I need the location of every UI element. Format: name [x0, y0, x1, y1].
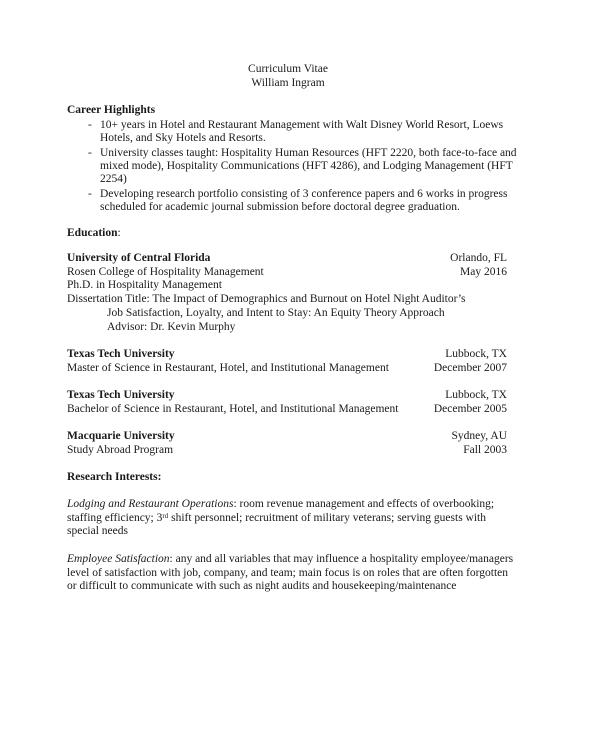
degree-name: Master of Science in Restaurant, Hotel, and Institutional Management: [67, 362, 389, 374]
school-location: Lubbock, TX: [445, 348, 507, 360]
education-entry-ucf: [67, 252, 507, 265]
bullet: -: [88, 147, 92, 159]
candidate-name: William Ingram: [251, 77, 325, 89]
career-highlight-text: University classes taught: Hospitality Human Resources (HFT 2220, both face-to-face and mixed mode), Hospitality Communications (HFT 4286), and Lodging Management (HFT 2254): [100, 147, 517, 185]
research-topic: Employee Satisfaction: [67, 553, 170, 565]
dissertation-row-continued: [67, 307, 507, 320]
education-heading-colon: :: [117, 227, 121, 239]
dissertation-row: [67, 293, 507, 306]
career-highlight-item: [88, 147, 528, 186]
ttu-bs-degree-row: [67, 403, 507, 416]
education-heading-text: Education: [67, 227, 118, 239]
program-date: Fall 2003: [463, 444, 507, 456]
education-heading: [67, 227, 121, 240]
college-name: Rosen College of Hospitality Management: [67, 266, 264, 278]
research-interests-heading: Research Interests:: [67, 471, 162, 483]
macquarie-program-row: [67, 444, 507, 457]
research-text-continued: shift personnel; recruitment of military veterans; serving guests with special needs: [67, 511, 486, 537]
degree-name: Ph.D. in Hospitality Management: [67, 279, 222, 291]
career-highlight-item: [88, 188, 528, 214]
advisor-row: [67, 321, 507, 334]
ttu-ms-degree-row: [67, 362, 507, 375]
school-name: Macquarie University: [67, 430, 175, 442]
bullet: -: [88, 119, 92, 131]
school-name: University of Central Florida: [67, 252, 211, 264]
career-highlights-heading: Career Highlights: [67, 104, 156, 116]
advisor-name: Advisor: Dr. Kevin Murphy: [107, 321, 236, 333]
school-location: Sydney, AU: [451, 430, 507, 442]
education-entry-macquarie: [67, 430, 507, 443]
research-text: : room revenue management and effects of overbooking; staffing efficiency; 3: [67, 498, 495, 524]
career-highlight-text: 10+ years in Hotel and Restaurant Management with Walt Disney World Resort, Loews Hotels, and Sky Hotels and Resorts.: [100, 119, 504, 144]
degree-date: December 2005: [433, 403, 507, 415]
dissertation-title-continued: Job Satisfaction, Loyalty, and Intent to Stay: An Equity Theory Approach: [107, 307, 445, 319]
degree-name: Bachelor of Science in Restaurant, Hotel, and Institutional Management: [67, 403, 399, 415]
career-highlight-text: Developing research portfolio consisting of 3 conference papers and 6 works in progress scheduled for academic journal submission before doctoral degree graduation.: [100, 188, 508, 213]
school-location: Lubbock, TX: [445, 389, 507, 401]
career-highlight-item: [88, 119, 528, 145]
research-paragraph-employee: [67, 553, 517, 594]
ordinal-suffix: rd: [162, 511, 169, 520]
ucf-college-row: [67, 266, 507, 279]
degree-date: December 2007: [433, 362, 507, 374]
career-highlights-list: [88, 119, 528, 216]
program-name: Study Abroad Program: [67, 444, 174, 456]
ucf-degree-row: [67, 279, 507, 292]
research-paragraph-lodging: [67, 498, 517, 539]
document-title: Curriculum Vitae: [248, 63, 328, 75]
school-location: Orlando, FL: [450, 252, 507, 264]
education-entry-ttu-bs: [67, 389, 507, 402]
research-topic: Lodging and Restaurant Operations: [67, 498, 234, 510]
school-name: Texas Tech University: [67, 348, 175, 360]
dissertation-title: Dissertation Title: The Impact of Demographics and Burnout on Hotel Night Auditor’s: [67, 293, 466, 305]
school-name: Texas Tech University: [67, 389, 175, 401]
research-text: : any and all variables that may influence a hospitality employee/managers level of satisfaction with job, company, and team; main focus is on roles that are often forgotten or difficult to communicate with such as night audits and housekeeping/maintenance: [67, 553, 514, 592]
bullet: -: [88, 188, 92, 200]
degree-date: May 2016: [460, 266, 507, 278]
education-entry-ttu-ms: [67, 348, 507, 361]
